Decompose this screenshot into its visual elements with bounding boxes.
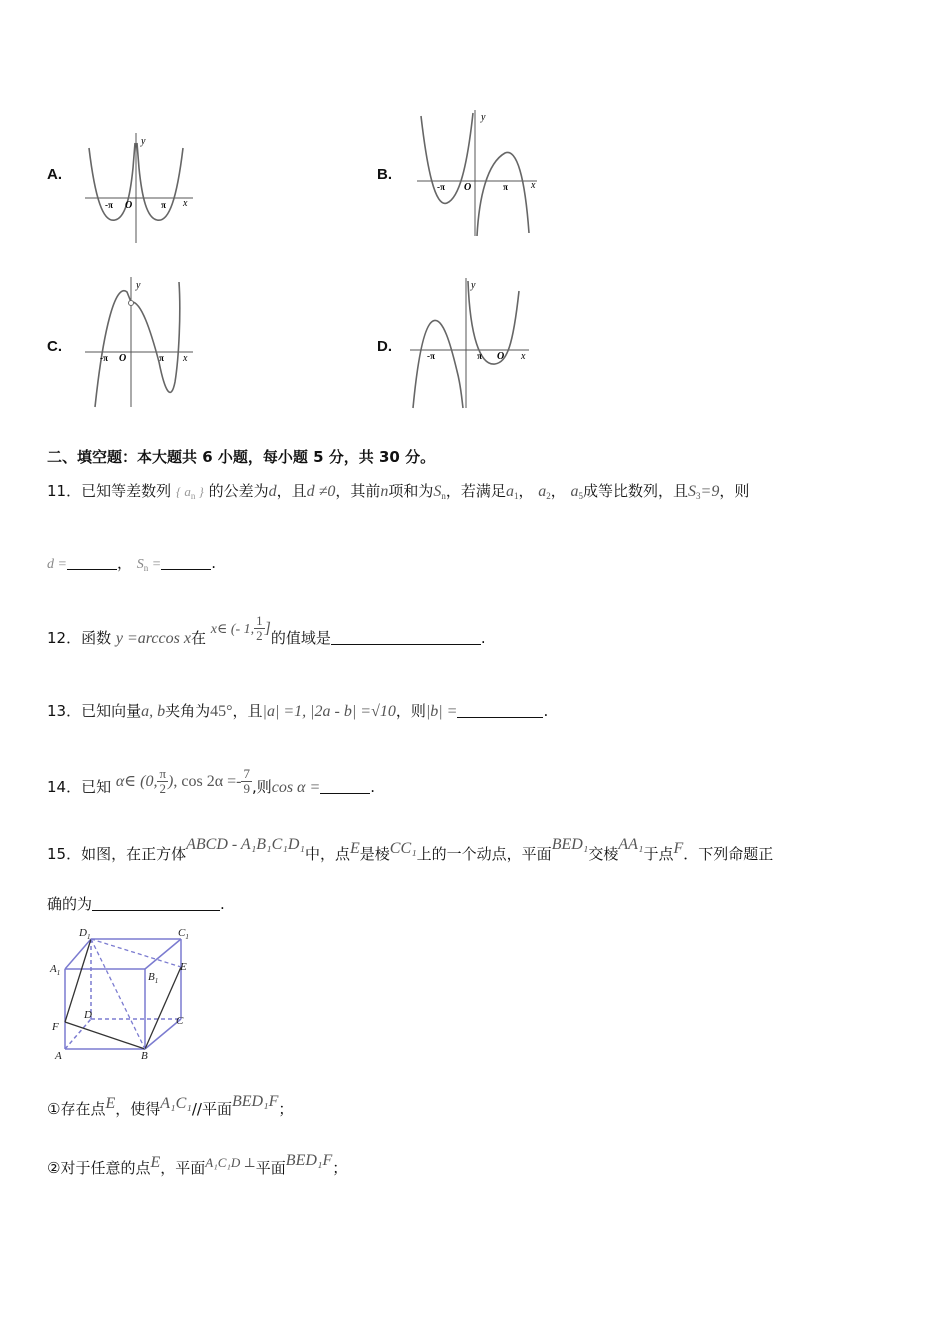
svg-text:F: F bbox=[52, 1021, 59, 1033]
svg-text:C1: $C_1$ bbox=[178, 927, 189, 941]
cube-figure bbox=[47, 922, 207, 1064]
answer-blank-sn[interactable] bbox=[161, 555, 211, 570]
answer-blank-13[interactable] bbox=[457, 703, 543, 718]
svg-text:O: O bbox=[125, 200, 133, 211]
svg-text:A: A bbox=[55, 1050, 62, 1062]
question-15: 15．如图，在正方体ABCD - A₁B₁C₁D₁中，点E是棱CC₁上的一个动点，平面BED₁交棱AA₁于点F．下列命题正 bbox=[47, 836, 774, 863]
option-a-graph bbox=[75, 128, 200, 246]
svg-text:B: B bbox=[141, 1050, 148, 1062]
svg-text:y: y bbox=[471, 280, 476, 291]
question-12: 12．函数 y =arccos x在 x∈ (- 1, $\frac{1}{2}$ ]的值域是 . bbox=[47, 613, 486, 647]
svg-text:O: O bbox=[497, 351, 505, 362]
question-11-answers: d = ， $S_n$ = . bbox=[47, 554, 216, 573]
svg-text:π: π bbox=[161, 200, 166, 210]
option-a-label: A. bbox=[47, 166, 62, 183]
option-c-graph bbox=[75, 272, 200, 410]
svg-text:A1: $A_1$ bbox=[50, 963, 61, 977]
answer-blank-d[interactable] bbox=[67, 555, 117, 570]
option-d-label: D. bbox=[377, 338, 392, 355]
answer-blank-14[interactable] bbox=[320, 779, 370, 794]
svg-text:-π: -π bbox=[427, 351, 435, 361]
svg-text:-π: -π bbox=[105, 200, 113, 210]
section-heading: 二、填空题：本大题共 6 小题，每小题 5 分，共 30 分。 bbox=[47, 448, 436, 466]
question-14: 14．已知 α∈ (0, $\frac{\pi}{2}$ ), cos 2α =- $\frac{7}{9}$ ,则cos α = . bbox=[47, 766, 376, 796]
svg-text:y: y bbox=[141, 136, 146, 147]
svg-text:B1: $B_1$ bbox=[148, 971, 159, 985]
svg-text:y: y bbox=[481, 112, 486, 123]
svg-text:D: D bbox=[84, 1009, 92, 1021]
question-11: 11．已知等差数列 { $a_n$ } 的公差为d，且d ≠0，其前n项和为$S_n$，若满足$a_1$， $a_2$， $a_5$成等比数列，且$S_3=9$，则 bbox=[47, 482, 750, 501]
svg-text:D1: $D_1$ bbox=[79, 927, 91, 941]
svg-text:C: C bbox=[176, 1015, 184, 1027]
svg-text:π: π bbox=[503, 182, 508, 192]
svg-text:E: E bbox=[180, 961, 187, 973]
svg-text:π: π bbox=[477, 351, 482, 361]
svg-text:-π: -π bbox=[437, 182, 445, 192]
option-b-label: B. bbox=[377, 166, 392, 183]
svg-text:-π: -π bbox=[100, 353, 108, 363]
svg-text:x: x bbox=[531, 180, 536, 191]
statement-2: ②对于任意的点E，平面A₁C₁D ⊥平面BED₁F； bbox=[47, 1152, 348, 1177]
option-b-graph bbox=[405, 108, 545, 238]
answer-blank-15[interactable] bbox=[92, 896, 220, 911]
svg-text:π: π bbox=[159, 353, 164, 363]
answer-blank-12[interactable] bbox=[331, 630, 481, 645]
svg-text:y: y bbox=[136, 280, 141, 291]
svg-text:O: O bbox=[464, 182, 472, 193]
svg-text:x: x bbox=[183, 353, 188, 364]
question-15-line2: 确的为 . bbox=[47, 895, 225, 913]
svg-text:O: O bbox=[119, 353, 127, 364]
option-d-graph bbox=[405, 276, 535, 410]
question-13: 13．已知向量a, b夹角为45°，且|a| =1, |2a - b| =√10，则|b| = . bbox=[47, 702, 549, 720]
option-c-label: C. bbox=[47, 338, 62, 355]
statement-1: ①存在点E，使得A₁C₁//平面BED₁F； bbox=[47, 1093, 294, 1118]
svg-text:x: x bbox=[521, 351, 526, 362]
svg-text:x: x bbox=[183, 198, 188, 209]
